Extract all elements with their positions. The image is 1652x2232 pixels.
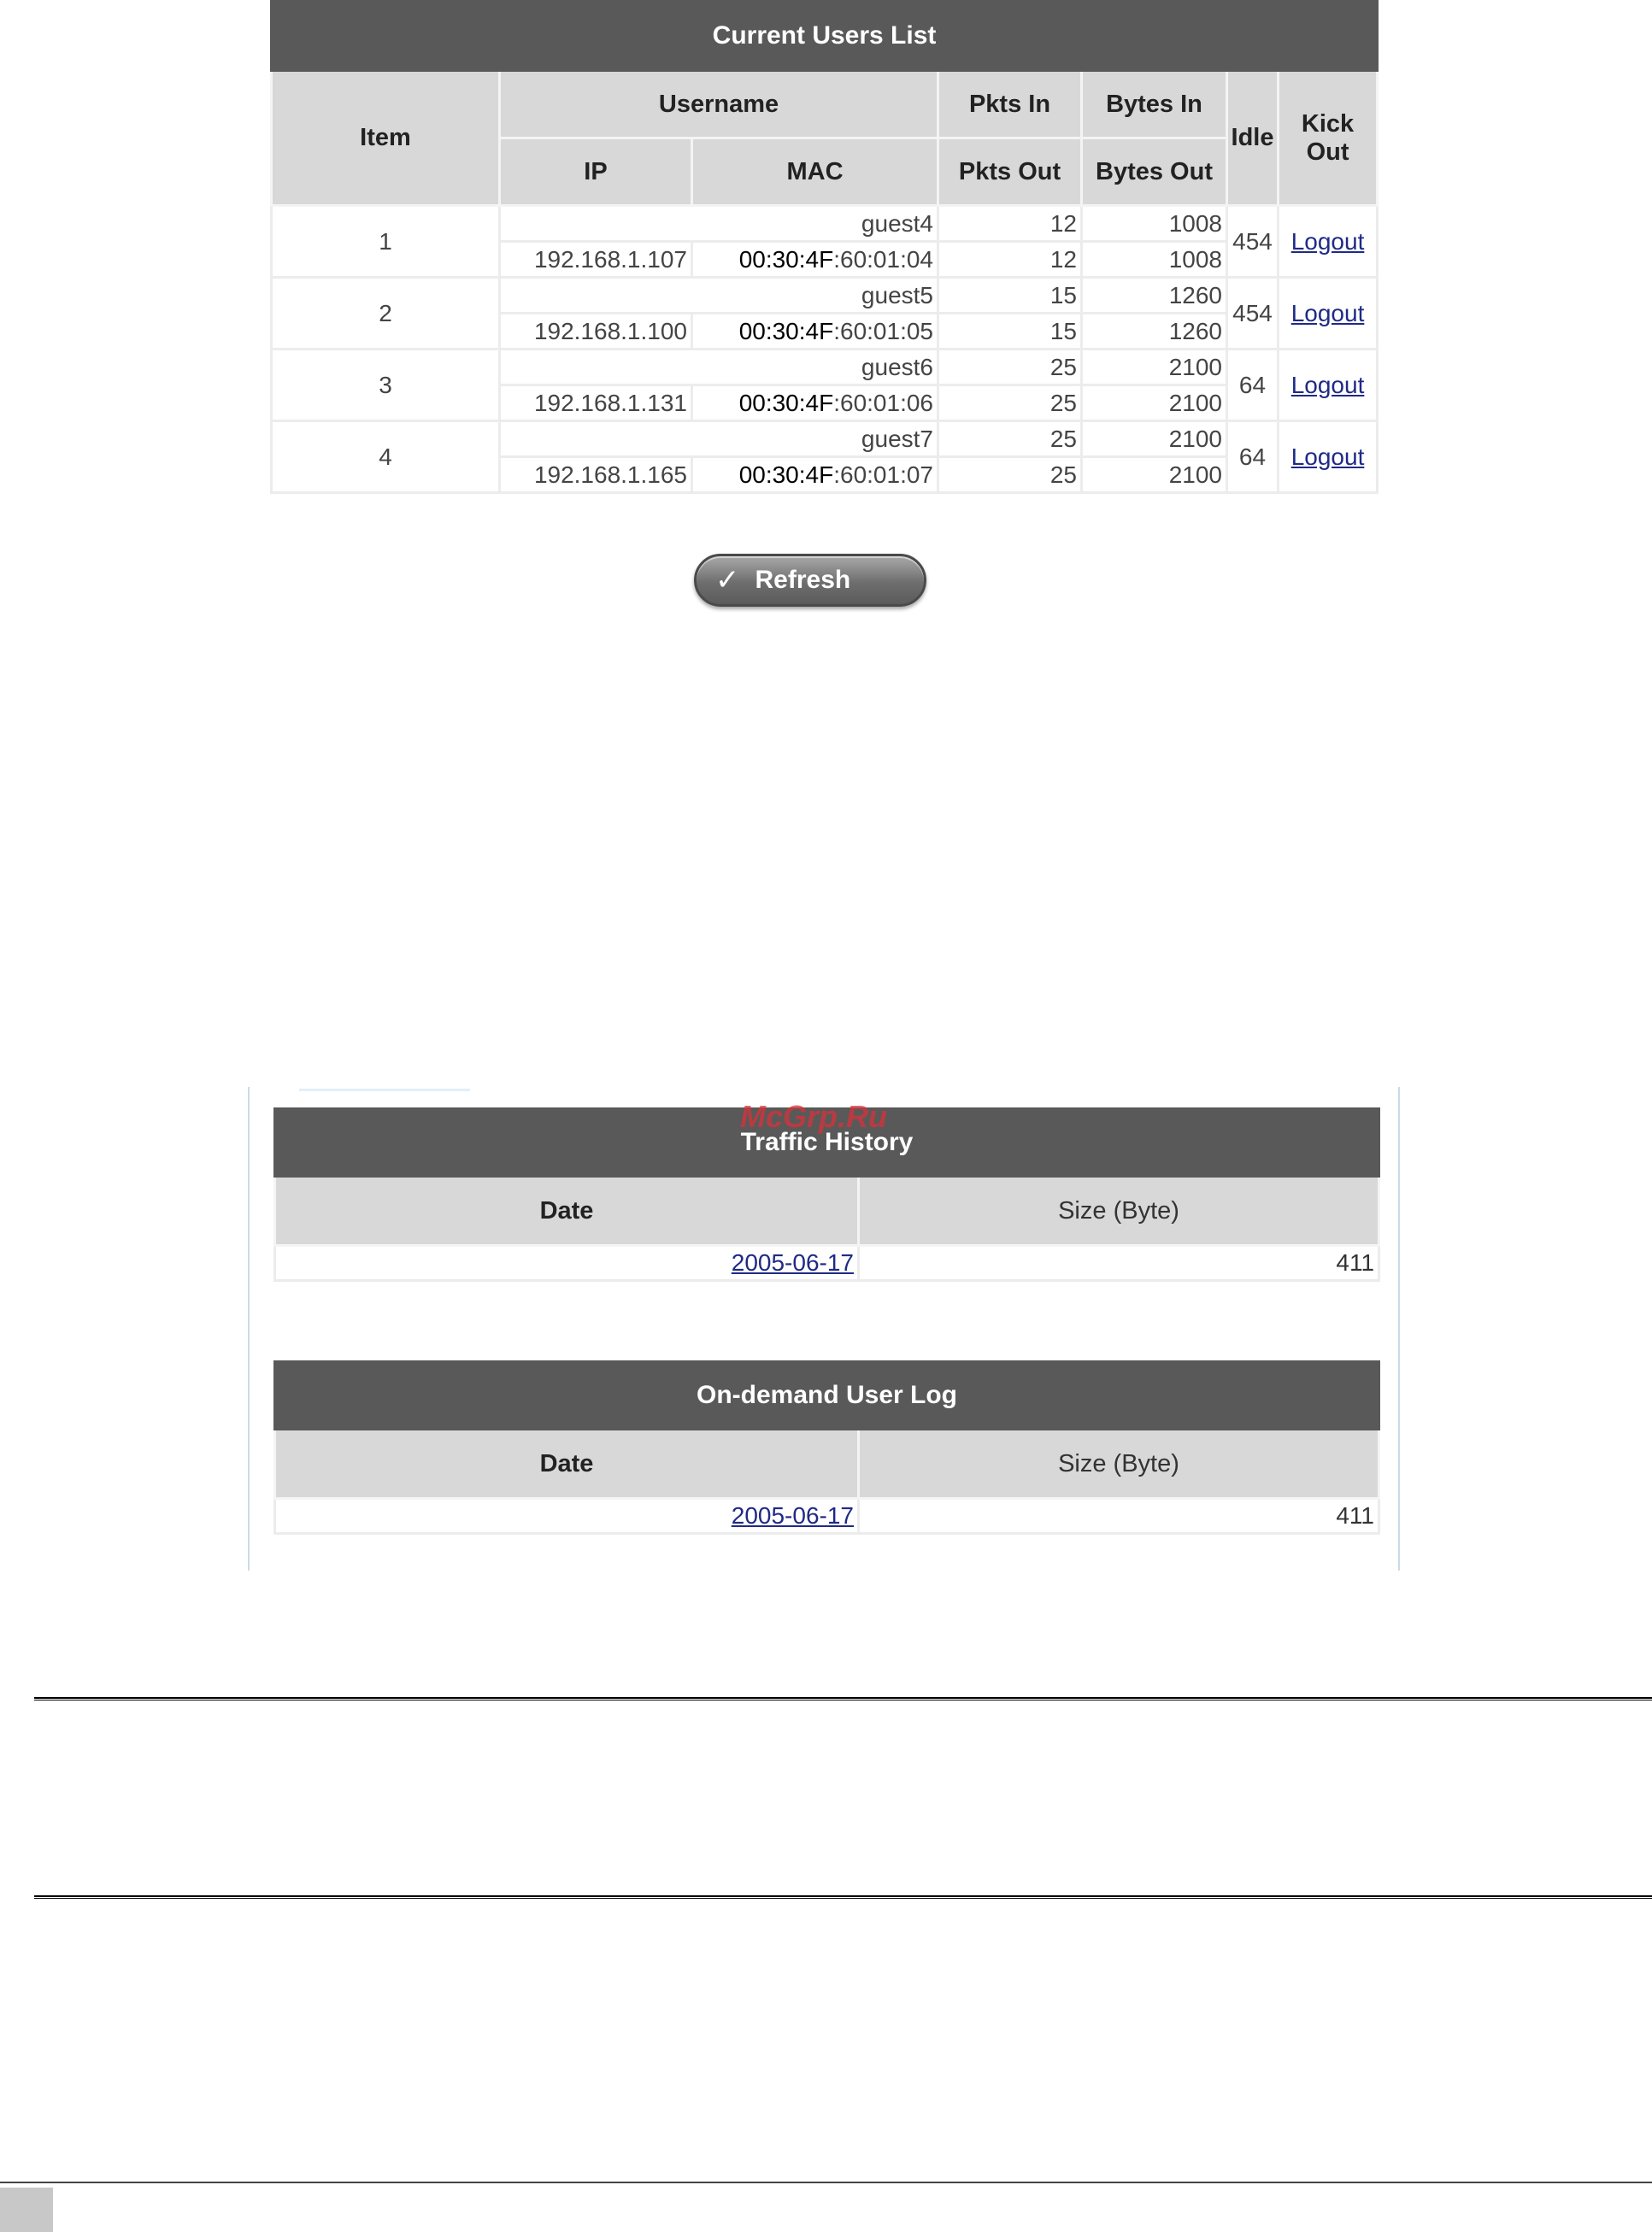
logout-link[interactable]: Logout [1290,228,1365,255]
mac-oui: 00:30:4F [738,461,834,488]
mac-oui: 00:30:4F [738,318,834,344]
logout-link-cell [1279,206,1378,278]
header-ip: IP [500,138,692,206]
bytes-in: 2100 [1082,421,1227,457]
bytes-in: 1260 [1082,278,1227,314]
bytes-out: 2100 [1082,385,1227,421]
username: guest7 [500,421,938,457]
header-item: Item [272,71,500,206]
header-bytes-in: Bytes In [1082,71,1227,138]
bytes-in: 1008 [1082,206,1227,242]
date-link[interactable]: 2005-06-17 [731,1249,854,1276]
traffic-history-title: Traffic History [275,1109,1379,1177]
header-pkts-out: Pkts Out [938,138,1082,206]
ip-address: 192.168.1.165 [500,457,692,493]
current-users-table [270,0,1379,494]
table-row [275,1499,1379,1534]
table-row [272,349,1378,385]
bytes-in: 2100 [1082,349,1227,385]
log-panel [248,1087,1400,1571]
logout-link-cell [1279,421,1378,493]
section-rule [34,1895,1652,1899]
item-number: 4 [272,421,500,493]
pkts-in: 25 [938,349,1082,385]
mac-nic: :60:01:07 [833,461,933,488]
mac-oui: 00:30:4F [738,246,834,273]
bytes-out: 2100 [1082,457,1227,493]
pkts-in: 15 [938,278,1082,314]
size-value: 411 [859,1499,1379,1534]
bytes-out: 1008 [1082,242,1227,278]
item-number: 3 [272,349,500,421]
header-username: Username [500,71,938,138]
pkts-out: 12 [938,242,1082,278]
checkmark-icon: ✓ [715,564,740,596]
table-row [272,278,1378,314]
header-date: Date [275,1177,859,1246]
table-row [272,206,1378,242]
mac-address [692,457,938,493]
header-bytes-out: Bytes Out [1082,138,1227,206]
logout-link[interactable]: Logout [1290,300,1365,326]
idle-time: 64 [1227,349,1279,421]
watermark-text: McGrp.Ru [740,1099,888,1134]
mac-nic: :60:01:05 [833,318,933,344]
ip-address: 192.168.1.107 [500,242,692,278]
date-cell [275,1499,859,1534]
logout-link-cell [1279,278,1378,349]
username: guest6 [500,349,938,385]
pkts-out: 25 [938,457,1082,493]
ip-address: 192.168.1.131 [500,385,692,421]
ondemand-user-log-table [273,1360,1380,1535]
idle-time: 454 [1227,278,1279,349]
refresh-button[interactable] [694,554,926,607]
header-mac: MAC [692,138,938,206]
panel-divider [299,1089,470,1091]
header-kick-out: Kick Out [1279,71,1378,206]
size-value: 411 [859,1246,1379,1281]
header-pkts-in: Pkts In [938,71,1082,138]
users-table-title: Current Users List [272,2,1378,71]
pkts-out: 25 [938,385,1082,421]
pkts-out: 15 [938,314,1082,349]
footer-rule [0,2182,1652,2183]
ondemand-log-title: On-demand User Log [275,1362,1379,1430]
mac-oui: 00:30:4F [738,390,834,416]
date-cell [275,1246,859,1281]
username: guest4 [500,206,938,242]
pkts-in: 12 [938,206,1082,242]
idle-time: 454 [1227,206,1279,278]
header-size: Size (Byte) [859,1430,1379,1499]
header-idle: Idle [1227,71,1279,206]
ip-address: 192.168.1.100 [500,314,692,349]
pkts-in: 25 [938,421,1082,457]
mac-address [692,314,938,349]
mac-nic: :60:01:04 [833,246,933,273]
logout-link-cell [1279,349,1378,421]
logout-link[interactable]: Logout [1290,443,1365,470]
refresh-button-label: Refresh [755,566,851,594]
idle-time: 64 [1227,421,1279,493]
item-number: 1 [272,206,500,278]
table-row [275,1246,1379,1281]
header-size: Size (Byte) [859,1177,1379,1246]
mac-address [692,242,938,278]
table-row [272,421,1378,457]
logout-link[interactable]: Logout [1290,372,1365,398]
page-number-box [0,2188,53,2232]
item-number: 2 [272,278,500,349]
header-date: Date [275,1430,859,1499]
date-link[interactable]: 2005-06-17 [731,1502,854,1529]
section-rule [34,1697,1652,1700]
bytes-out: 1260 [1082,314,1227,349]
username: guest5 [500,278,938,314]
mac-address [692,385,938,421]
mac-nic: :60:01:06 [833,390,933,416]
